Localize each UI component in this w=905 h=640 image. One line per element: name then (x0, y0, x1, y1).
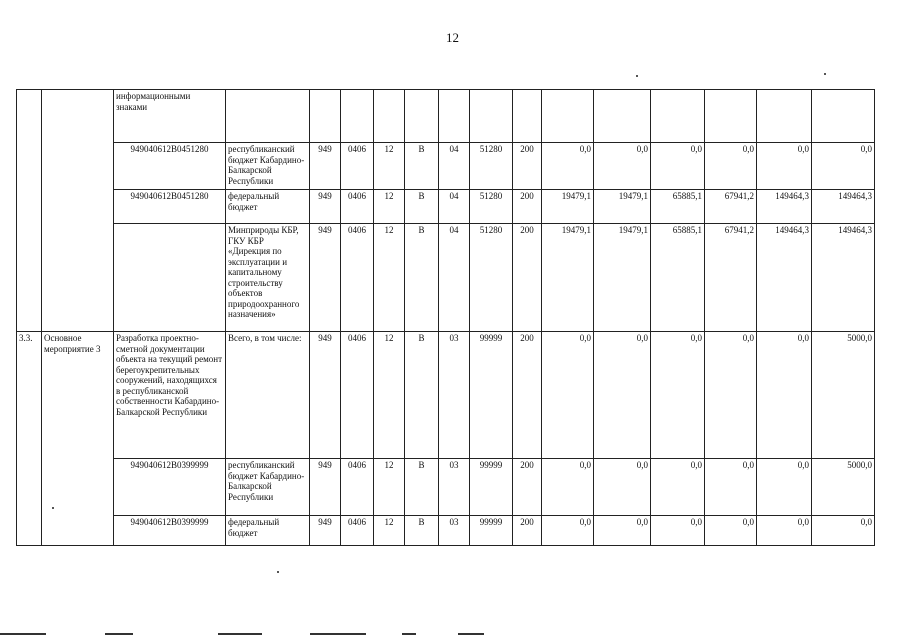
cell-value (513, 90, 542, 143)
cell-source: Минприроды КБР, ГКУ КБР «Дирекция по эксплуатации и капитальному строительству объектов природоохранного назначения» (226, 224, 310, 332)
cell-value: 67941,2 (705, 190, 757, 224)
cell-value: 99999 (470, 516, 513, 546)
cell-code: 949040612B0399999 (114, 459, 226, 516)
scan-line (105, 633, 133, 635)
cell-value (470, 90, 513, 143)
cell-value: 0,0 (594, 143, 651, 190)
cell-value: В (405, 190, 439, 224)
cell-value: В (405, 332, 439, 459)
table-row (17, 90, 875, 143)
cell-value: 0,0 (542, 459, 594, 516)
cell-source: республиканский бюджет Кабардино-Балкарской Республики (226, 143, 310, 190)
cell-value: 149464,3 (812, 190, 875, 224)
cell-code: 949040612B0399999 (114, 516, 226, 546)
page-number: 12 (446, 30, 459, 45)
cell-value: 51280 (470, 143, 513, 190)
cell-value: 200 (513, 516, 542, 546)
program-table (16, 89, 875, 546)
cell-value: 0406 (341, 190, 374, 224)
cell-value: 19479,1 (542, 224, 594, 332)
cell-value (757, 90, 812, 143)
cell-value: 0,0 (705, 143, 757, 190)
cell-value: 0,0 (594, 516, 651, 546)
cell-value: 99999 (470, 332, 513, 459)
cell-value: 19479,1 (594, 190, 651, 224)
cell-value: 03 (439, 516, 470, 546)
cell-value (405, 90, 439, 143)
cell-value: 149464,3 (757, 190, 812, 224)
cell-source: Всего, в том числе: (226, 332, 310, 459)
cell-value: 200 (513, 224, 542, 332)
cell-value: 19479,1 (594, 224, 651, 332)
scan-line (402, 633, 416, 635)
cell-value: 0,0 (651, 332, 705, 459)
cell-value: 949 (310, 190, 341, 224)
cell-source: федеральный бюджет (226, 190, 310, 224)
cell-value: 0,0 (651, 459, 705, 516)
cell-value: 5000,0 (812, 459, 875, 516)
cell-value (542, 90, 594, 143)
table-row (17, 143, 875, 190)
cell-name (42, 90, 114, 332)
scan-line (218, 633, 262, 635)
cell-value: 200 (513, 190, 542, 224)
cell-value: 03 (439, 332, 470, 459)
cell-value: 0,0 (542, 332, 594, 459)
cell-value (310, 90, 341, 143)
cell-value: 0,0 (757, 332, 812, 459)
cell-code (114, 224, 226, 332)
cell-code: 949040612B0451280 (114, 143, 226, 190)
cell-num: 3.3. (17, 332, 42, 546)
cell-value: 0,0 (542, 143, 594, 190)
cell-value: 04 (439, 224, 470, 332)
cell-value: 19479,1 (542, 190, 594, 224)
cell-value: 0,0 (542, 516, 594, 546)
scan-line (310, 633, 366, 635)
cell-value: 67941,2 (705, 224, 757, 332)
table-row (17, 516, 875, 546)
cell-value: 200 (513, 459, 542, 516)
cell-value: 04 (439, 190, 470, 224)
cell-value: 0,0 (812, 143, 875, 190)
cell-value (439, 90, 470, 143)
scan-line (0, 633, 46, 635)
cell-value: 0,0 (705, 459, 757, 516)
cell-value: 0406 (341, 459, 374, 516)
table-row (17, 459, 875, 516)
cell-source: федеральный бюджет (226, 516, 310, 546)
cell-value: 51280 (470, 224, 513, 332)
cell-value: 0,0 (651, 143, 705, 190)
cell-value: 149464,3 (757, 224, 812, 332)
cell-value (651, 90, 705, 143)
cell-description: информационными знаками (114, 90, 226, 143)
scan-speck (277, 571, 279, 573)
cell-value: 0,0 (705, 332, 757, 459)
cell-description: Разработка проектно-сметной документации объекта на текущий ремонт берегоукрепительных сооружений, находящихся в республиканской собственности Кабардино-Балкарской Республики (114, 332, 226, 459)
cell-value: 949 (310, 459, 341, 516)
cell-value: 200 (513, 332, 542, 459)
cell-code: 949040612B0451280 (114, 190, 226, 224)
cell-value: 0,0 (757, 143, 812, 190)
cell-value (374, 90, 405, 143)
cell-value: 99999 (470, 459, 513, 516)
cell-value: В (405, 224, 439, 332)
cell-value: В (405, 143, 439, 190)
cell-source: республиканский бюджет Кабардино-Балкарской Республики (226, 459, 310, 516)
cell-source (226, 90, 310, 143)
scan-speck (824, 73, 826, 75)
cell-value: 65885,1 (651, 224, 705, 332)
cell-value: 0406 (341, 332, 374, 459)
cell-value: 5000,0 (812, 332, 875, 459)
cell-value: 149464,3 (812, 224, 875, 332)
table-row (17, 224, 875, 332)
cell-value: 949 (310, 143, 341, 190)
cell-value: 200 (513, 143, 542, 190)
cell-value: 03 (439, 459, 470, 516)
cell-value (812, 90, 875, 143)
cell-name: Основное мероприятие 3 (42, 332, 114, 546)
cell-value: 0,0 (812, 516, 875, 546)
cell-value: 0,0 (594, 332, 651, 459)
cell-value: 949 (310, 516, 341, 546)
cell-value: 0,0 (705, 516, 757, 546)
cell-value: 0,0 (594, 459, 651, 516)
cell-value: 0406 (341, 143, 374, 190)
cell-value: 0,0 (757, 459, 812, 516)
cell-value: 12 (374, 190, 405, 224)
cell-num (17, 90, 42, 332)
cell-value: В (405, 459, 439, 516)
cell-value: 949 (310, 332, 341, 459)
cell-value: 51280 (470, 190, 513, 224)
cell-value: 0,0 (757, 516, 812, 546)
scan-speck (52, 507, 54, 509)
table-row (17, 332, 875, 459)
scan-line (458, 633, 484, 635)
cell-value: 0406 (341, 516, 374, 546)
cell-value (705, 90, 757, 143)
cell-value: 12 (374, 143, 405, 190)
table-row (17, 190, 875, 224)
cell-value (594, 90, 651, 143)
cell-value: 0406 (341, 224, 374, 332)
cell-value (341, 90, 374, 143)
cell-value: 12 (374, 224, 405, 332)
cell-value: 12 (374, 332, 405, 459)
cell-value: 0,0 (651, 516, 705, 546)
scan-speck (636, 75, 638, 77)
cell-value: 65885,1 (651, 190, 705, 224)
cell-value: 949 (310, 224, 341, 332)
cell-value: В (405, 516, 439, 546)
cell-value: 12 (374, 459, 405, 516)
cell-value: 12 (374, 516, 405, 546)
cell-value: 04 (439, 143, 470, 190)
